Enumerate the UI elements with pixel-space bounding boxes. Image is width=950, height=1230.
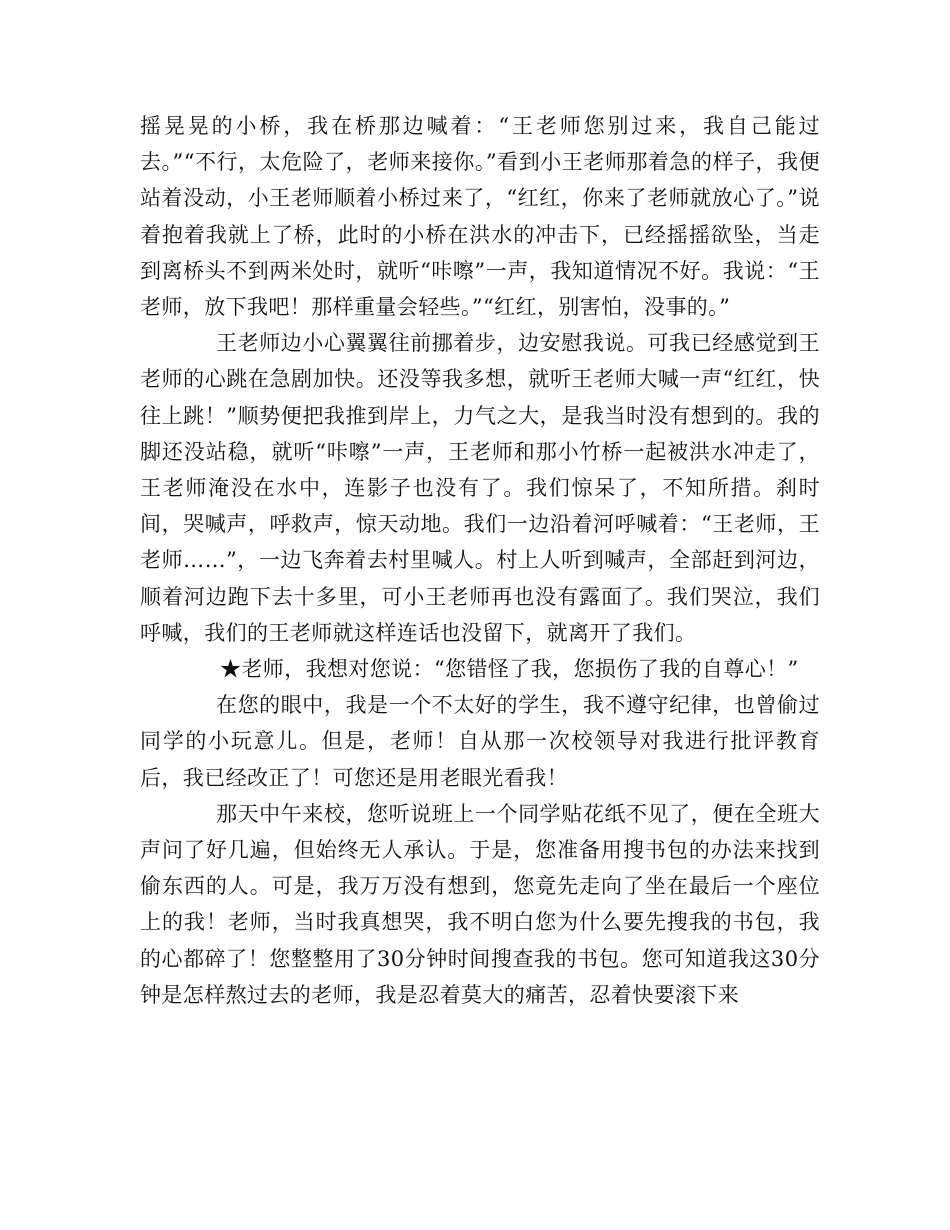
document-body [140,108,820,1013]
paragraph: 那天中午来校，您听说班上一个同学贴花纸不见了，便在全班大声问了好几遍，但始终无人承认。于是，您准备用搜书包的办法来找到偷东西的人。可是，我万万没有想到，您竟先走向了坐在最后一个座位上的我！老师，当时我真想哭，我不明白您为什么要先搜我的书包，我的心都碎了！您整整用了30分钟时间搜查我的书包。您可知道我这30分钟是怎样熬过去的老师，我是忍着莫大的痛苦，忍着快要滚下来 [140,801,820,1007]
paragraph-continued: 摇晃晃的小桥，我在桥那边喊着：“王老师您别过来，我自己能过去。”“不行，太危险了，老师来接你。”看到小王老师那着急的样子，我便站着没动，小王老师顺着小桥过来了，“红红，你来了老师就放心了。”说着抱着我就上了桥，此时的小桥在洪水的冲击下，已经摇摇欲坠，当走到离桥头不到两米处时，就听“咔嚓”一声，我知道情况不好。我说：“王老师，放下我吧！那样重量会轻些。”“红红，别害怕，没事的。” [140,114,820,320]
paragraph: 王老师边小心翼翼往前挪着步，边安慰我说。可我已经感觉到王老师的心跳在急剧加快。还没等我多想，就听王老师大喊一声“红红，快往上跳！”顺势便把我推到岸上，力气之大，是我当时没有想到的。我的脚还没站稳，就听“咔嚓”一声，王老师和那小竹桥一起被洪水冲走了，王老师淹没在水中，连影子也没有了。我们惊呆了，不知所措。刹时间，哭喊声，呼救声，惊天动地。我们一边沿着河呼喊着：“王老师，王老师……”，一边飞奔着去村里喊人。村上人听到喊声，全部赶到河边，顺着河边跑下去十多里，可小王老师再也没有露面了。我们哭泣，我们呼喊，我们的王老师就这样连话也没留下，就离开了我们。 [140,331,820,645]
section-heading: ★老师，我想对您说：“您错怪了我，您损伤了我的自尊心！” [220,657,799,682]
paragraph: 在您的眼中，我是一个不太好的学生，我不遵守纪律，也曾偷过同学的小玩意儿。但是，老师！自从那一次校领导对我进行批评教育后，我已经改正了！可您还是用老眼光看我！ [140,693,820,790]
